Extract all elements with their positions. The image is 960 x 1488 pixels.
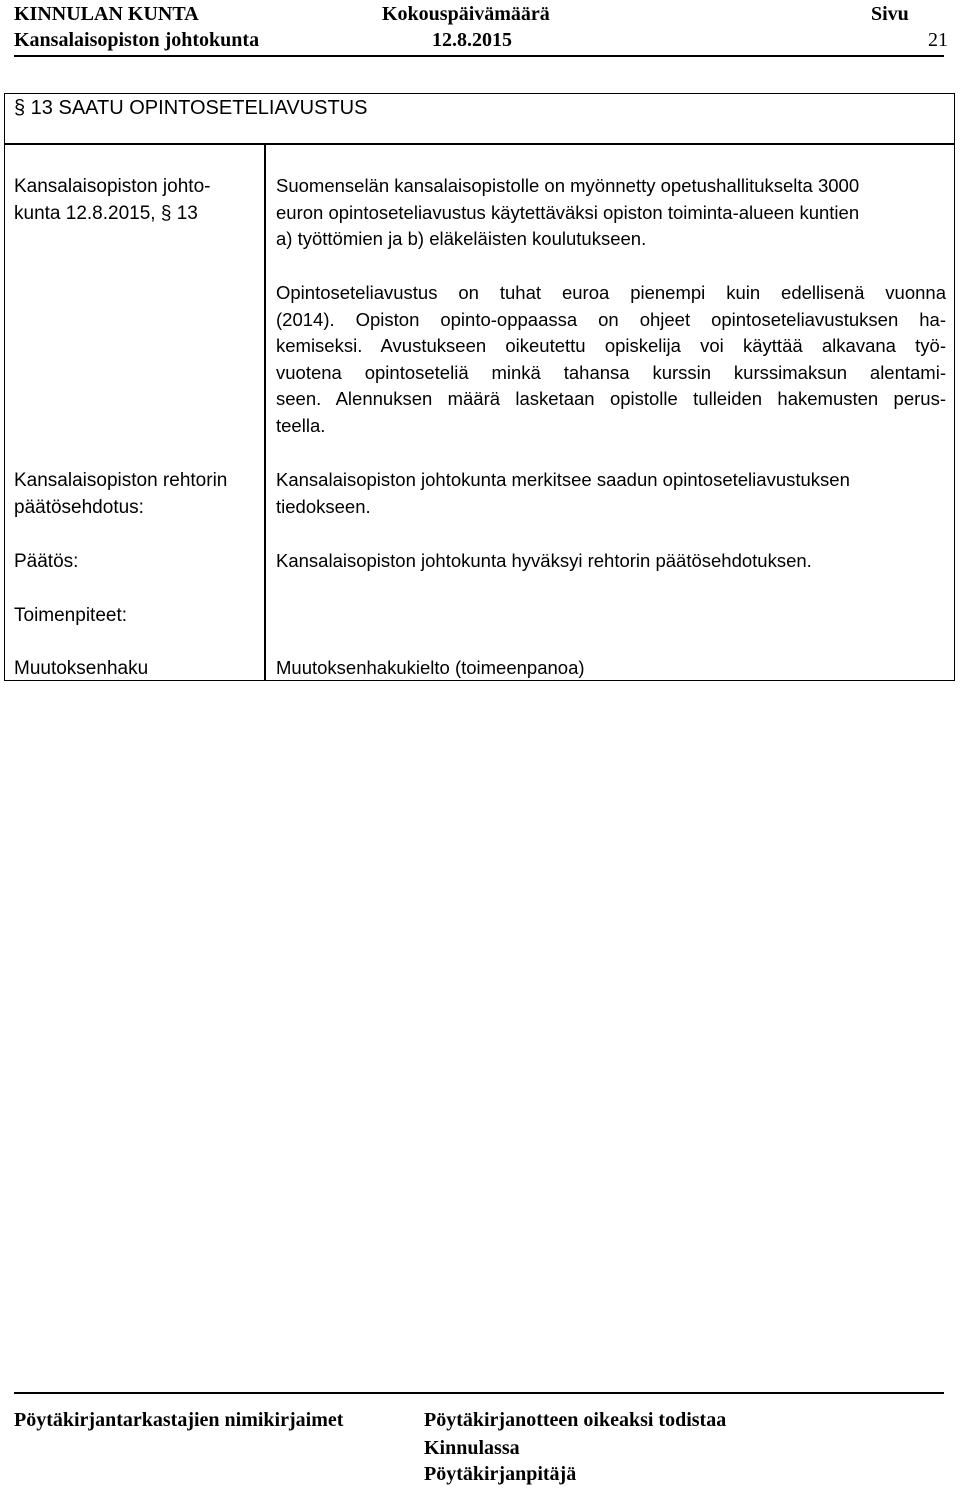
title-divider (4, 143, 955, 145)
decision-label: Päätös: (14, 551, 79, 572)
decision-text: Kansalaisopiston johtokunta hyväksyi rehtorin päätösehdotuksen. (276, 550, 812, 571)
page-header (14, 0, 948, 56)
meeting-body: Kansalaisopiston johtokunta (14, 29, 260, 51)
date-label: Kokouspäivämäärä (382, 3, 550, 25)
footer-certify: Pöytäkirjanotteen oikeaksi todistaa (424, 1409, 727, 1431)
appeal-label: Muutoksenhaku (14, 658, 149, 679)
footer-place: Kinnulassa (424, 1437, 520, 1459)
footer-initials: Pöytäkirjantarkastajien nimikirjaimet (14, 1409, 344, 1431)
page-number: 21 (928, 29, 948, 51)
municipality-name: KINNULAN KUNTA (14, 3, 199, 25)
proposal-text: Kansalaisopiston johtokunta merkitsee saadun opintoseteliavustuksen tiedokseen. (276, 469, 850, 517)
meeting-date: 12.8.2015 (432, 29, 512, 51)
details-paragraph: Opintoseteliavustus on tuhat euroa pienempi kuin edellisenä vuonna (2014). Opiston opinto-oppaassa on ohjeet opintoseteliavustuksen ha- kemiseksi. Avustukseen oikeutettu opiskelija voi käyttää alkavana työ- vuotena opintoseteliä minkä tahansa kurssin kurssimaksun alentami- seen. Alennuksen määrä lasketaan opistolle tulleiden hakemusten perus- teella. (276, 282, 946, 436)
page-label: Sivu (871, 3, 909, 25)
footer-divider (14, 1392, 944, 1394)
proposal-label: Kansalaisopiston rehtorin päätösehdotus: (14, 470, 228, 518)
footer-keeper: Pöytäkirjanpitäjä (424, 1463, 577, 1485)
header-divider (14, 55, 944, 57)
section-reference: Kansalaisopiston johto- kunta 12.8.2015, § 13 (14, 176, 211, 224)
appeal-text: Muutoksenhakukielto (toimeenpanoa) (276, 657, 585, 678)
intro-paragraph: Suomenselän kansalaisopistolle on myönnetty opetushallitukselta 3000 euron opintoseteliavustus käytettäväksi opiston toiminta-alueen kuntien a) työttömien ja b) eläkeläisten koulutukseen. (276, 175, 860, 250)
actions-label: Toimenpiteet: (14, 605, 128, 626)
section-title: § 13 SAATU OPINTOSETELIAVUSTUS (14, 97, 368, 119)
column-divider (264, 143, 266, 681)
